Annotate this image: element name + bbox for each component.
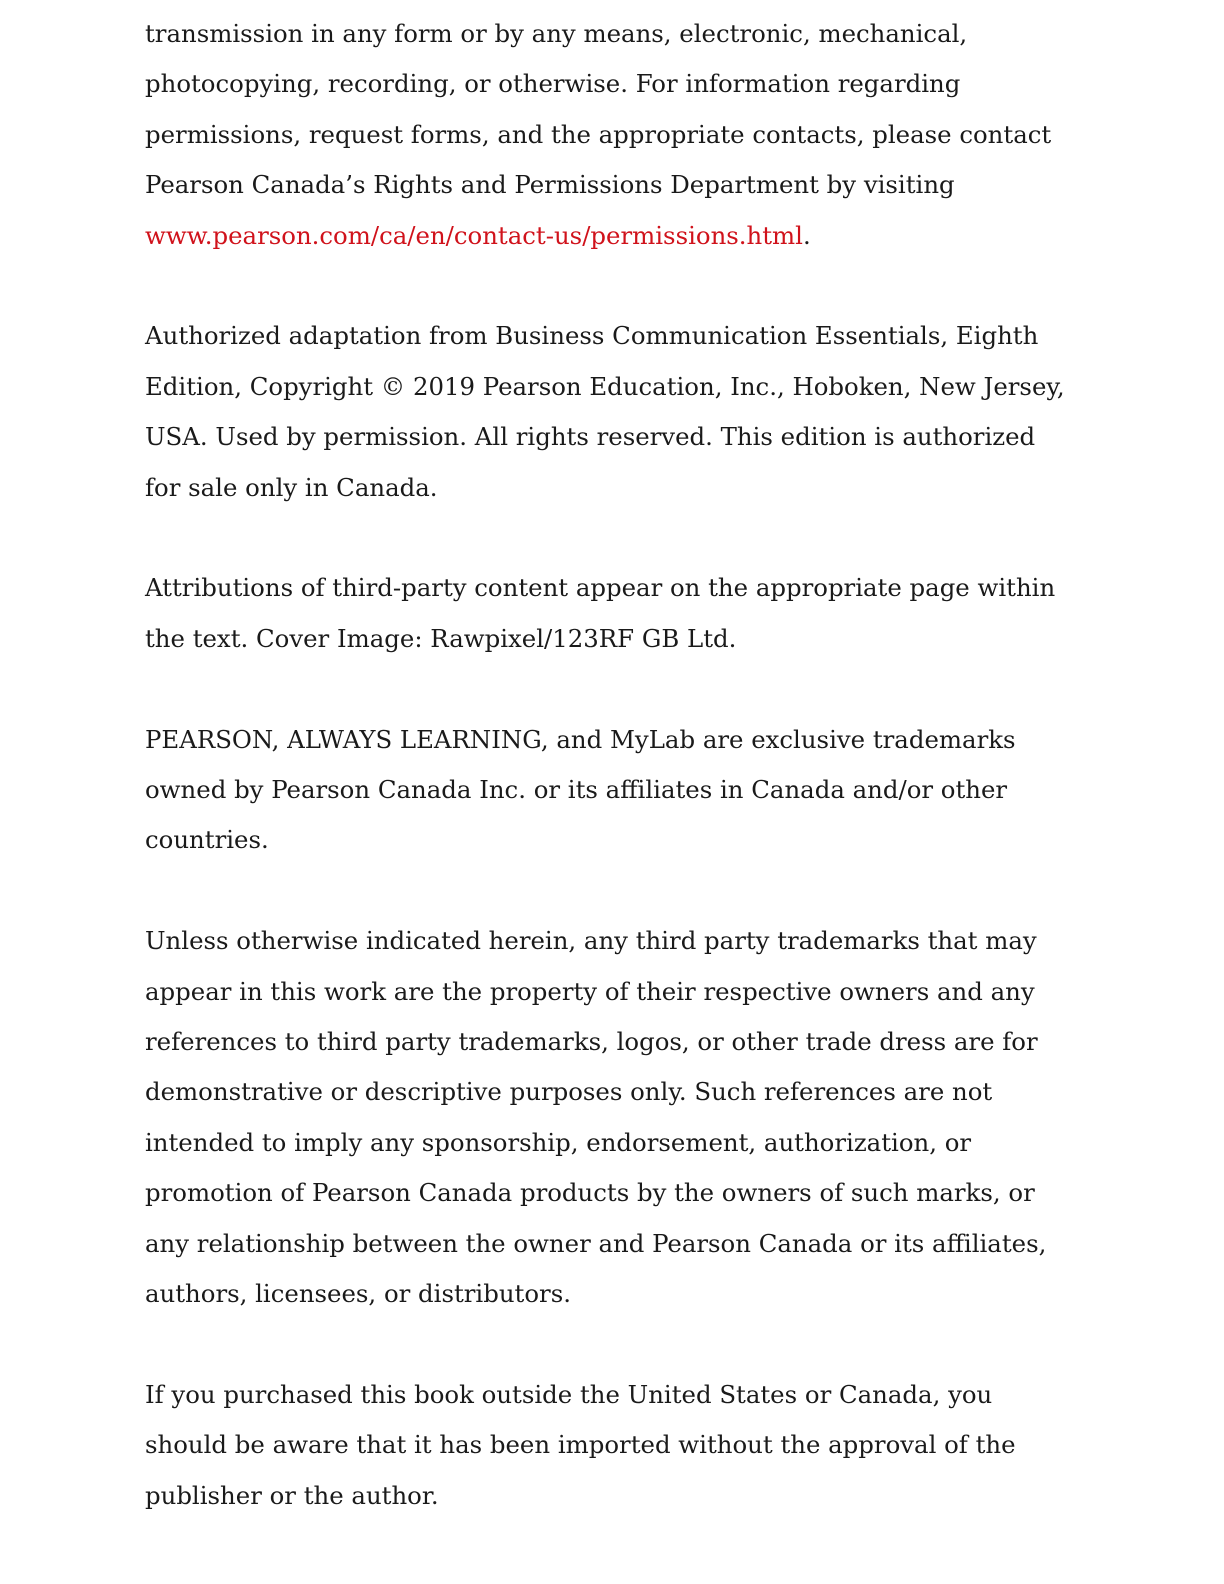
permissions-line-1: transmission in any form or by any means, electronic, mechanical, (145, 19, 968, 48)
permissions-line-2: photocopying, recording, or otherwise. For information regarding (145, 69, 961, 99)
third-party-line-6: promotion of Pearson Canada products by the owners of such marks, or (145, 1178, 1035, 1208)
copyright-page (145, 9, 1085, 1572)
permissions-line-4: Pearson Canada’s Rights and Permissions Department by visiting (145, 170, 955, 200)
third-party-line-4: demonstrative or descriptive purposes only. Such references are not (145, 1077, 993, 1107)
trademarks-line-3: countries. (145, 825, 269, 855)
adaptation-line-3: USA. Used by permission. All rights reserved. This edition is authorized (145, 422, 1036, 452)
third-party-line-2: appear in this work are the property of their respective owners and any (145, 976, 1035, 1006)
third-party-trademarks-paragraph (145, 916, 1085, 1319)
permissions-paragraph (145, 9, 1085, 261)
adaptation-line-1: Authorized adaptation from Business Communication Essentials, Eighth (145, 321, 1039, 351)
import-line-3: publisher or the author. (145, 1480, 439, 1510)
attributions-line-2: the text. Cover Image: Rawpixel/123RF GB Ltd. (145, 623, 737, 653)
trademarks-line-1: PEARSON, ALWAYS LEARNING, and MyLab are exclusive trademarks (145, 724, 1016, 754)
attributions-line-1: Attributions of third-party content appear on the appropriate page within (145, 573, 1056, 603)
third-party-line-1: Unless otherwise indicated herein, any third party trademarks that may (145, 926, 1037, 956)
attributions-paragraph (145, 563, 1085, 664)
import-notice-paragraph (145, 1370, 1085, 1521)
third-party-line-8: authors, licensees, or distributors. (145, 1279, 571, 1309)
adaptation-line-2: Edition, Copyright © 2019 Pearson Education, Inc., Hoboken, New Jersey, (145, 371, 1065, 401)
permissions-link-period: . (803, 220, 811, 250)
adaptation-line-4: for sale only in Canada. (145, 472, 438, 502)
permissions-line-3: permissions, request forms, and the appropriate contacts, please contact (145, 119, 1052, 149)
import-line-1: If you purchased this book outside the United States or Canada, you (145, 1379, 993, 1409)
permissions-link[interactable]: www.pearson.com/ca/en/contact-us/permissions.html (145, 220, 803, 250)
trademarks-paragraph (145, 715, 1085, 866)
trademarks-line-2: owned by Pearson Canada Inc. or its affiliates in Canada and/or other (145, 775, 1008, 805)
third-party-line-5: intended to imply any sponsorship, endorsement, authorization, or (145, 1127, 972, 1157)
third-party-line-7: any relationship between the owner and Pearson Canada or its affiliates, (145, 1228, 1047, 1258)
third-party-line-3: references to third party trademarks, logos, or other trade dress are for (145, 1027, 1038, 1057)
adaptation-paragraph (145, 311, 1085, 513)
import-line-2: should be aware that it has been imported without the approval of the (145, 1430, 1016, 1460)
